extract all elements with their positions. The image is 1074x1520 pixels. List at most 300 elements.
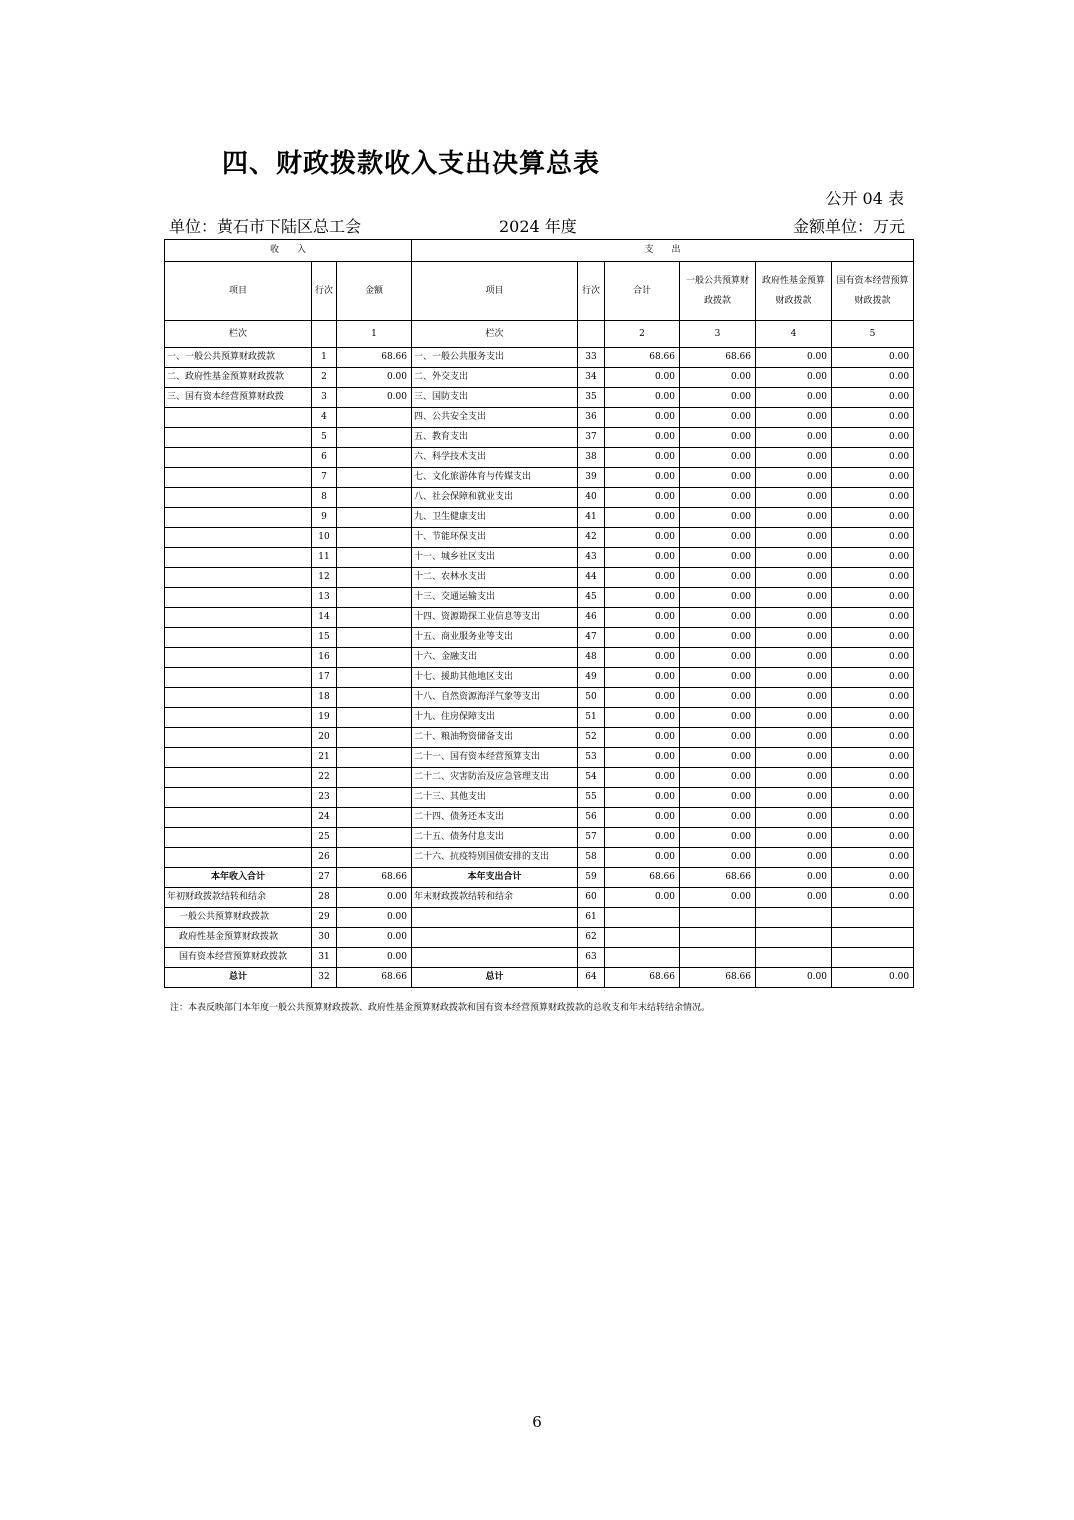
expense-total: 68.66	[605, 868, 680, 888]
income-item	[165, 408, 312, 428]
table-row	[165, 388, 914, 408]
expense-state-capital: 0.00	[832, 648, 914, 668]
expense-total: 0.00	[605, 768, 680, 788]
finance-table	[164, 239, 914, 988]
expense-gov-fund: 0.00	[756, 708, 832, 728]
expense-total: 0.00	[605, 408, 680, 428]
total-row	[165, 968, 914, 988]
expense-total	[605, 908, 680, 928]
col-row-no2: 行次	[578, 262, 605, 321]
income-row-no: 15	[312, 628, 337, 648]
income-row-no: 19	[312, 708, 337, 728]
expense-row-no: 38	[578, 448, 605, 468]
expense-total: 0.00	[605, 648, 680, 668]
expense-item: 十七、援助其他地区支出	[412, 668, 578, 688]
expense-row-no: 60	[578, 888, 605, 908]
table-row	[165, 348, 914, 368]
income-amount	[337, 688, 412, 708]
table-row	[165, 528, 914, 548]
expense-gov-fund: 0.00	[756, 828, 832, 848]
expense-row-no: 44	[578, 568, 605, 588]
expense-general: 0.00	[680, 748, 756, 768]
expense-general	[680, 928, 756, 948]
income-row-no: 11	[312, 548, 337, 568]
expense-row-no: 48	[578, 648, 605, 668]
expense-general	[680, 948, 756, 968]
expense-general: 0.00	[680, 708, 756, 728]
income-amount	[337, 768, 412, 788]
income-amount: 0.00	[337, 888, 412, 908]
income-row-no: 17	[312, 668, 337, 688]
income-item	[165, 468, 312, 488]
col-state-capital: 国有资本经营预算财政拨款	[832, 262, 914, 321]
income-amount: 0.00	[337, 928, 412, 948]
expense-gov-fund: 0.00	[756, 488, 832, 508]
expense-general: 0.00	[680, 508, 756, 528]
income-item: 一般公共预算财政拨款	[165, 908, 312, 928]
expense-total: 0.00	[605, 388, 680, 408]
col-item: 项目	[165, 262, 312, 321]
unit-label: 单位：黄石市下陆区总工会	[169, 217, 362, 236]
expense-item: 十、节能环保支出	[412, 528, 578, 548]
lanci-c4: 4	[756, 321, 832, 348]
expense-total: 0.00	[605, 668, 680, 688]
income-item	[165, 808, 312, 828]
expense-item: 二十、粮油物资储备支出	[412, 728, 578, 748]
expense-gov-fund: 0.00	[756, 628, 832, 648]
expense-general: 68.66	[680, 348, 756, 368]
lanci-label: 栏次	[165, 321, 312, 348]
income-amount: 68.66	[337, 348, 412, 368]
table-row	[165, 448, 914, 468]
income-row-no: 22	[312, 768, 337, 788]
income-item	[165, 488, 312, 508]
expense-item	[412, 928, 578, 948]
table-row	[165, 508, 914, 528]
expense-total: 0.00	[605, 488, 680, 508]
income-item: 年初财政拨款结转和结余	[165, 888, 312, 908]
income-item	[165, 608, 312, 628]
expense-total: 0.00	[605, 688, 680, 708]
income-amount	[337, 748, 412, 768]
expense-general: 0.00	[680, 728, 756, 748]
expense-gov-fund: 0.00	[756, 608, 832, 628]
expense-gov-fund: 0.00	[756, 768, 832, 788]
income-row-no: 10	[312, 528, 337, 548]
income-row-no: 13	[312, 588, 337, 608]
section-header-row	[165, 240, 914, 262]
table-row	[165, 408, 914, 428]
expense-item: 十二、农林水支出	[412, 568, 578, 588]
income-amount	[337, 708, 412, 728]
col-row-no: 行次	[312, 262, 337, 321]
expense-state-capital: 0.00	[832, 748, 914, 768]
expense-gov-fund: 0.00	[756, 568, 832, 588]
income-row-no: 32	[312, 968, 337, 988]
income-item	[165, 428, 312, 448]
table-row	[165, 668, 914, 688]
expense-row-no: 54	[578, 768, 605, 788]
col-total: 合计	[605, 262, 680, 321]
expense-row-no: 36	[578, 408, 605, 428]
income-row-no: 2	[312, 368, 337, 388]
expense-gov-fund: 0.00	[756, 788, 832, 808]
year-label: 2024 年度	[499, 217, 577, 236]
table-row	[165, 688, 914, 708]
expense-general: 0.00	[680, 788, 756, 808]
expense-row-no: 56	[578, 808, 605, 828]
expense-row-no: 51	[578, 708, 605, 728]
expense-row-no: 40	[578, 488, 605, 508]
income-item	[165, 688, 312, 708]
expense-item: 总计	[412, 968, 578, 988]
expense-item: 十五、商业服务业等支出	[412, 628, 578, 648]
income-row-no: 31	[312, 948, 337, 968]
expense-total	[605, 928, 680, 948]
expense-general: 0.00	[680, 388, 756, 408]
expense-row-no: 50	[578, 688, 605, 708]
expense-gov-fund: 0.00	[756, 968, 832, 988]
expense-general: 0.00	[680, 448, 756, 468]
expense-general: 0.00	[680, 408, 756, 428]
expense-state-capital: 0.00	[832, 808, 914, 828]
income-amount	[337, 568, 412, 588]
table-row	[165, 648, 914, 668]
income-row-no: 8	[312, 488, 337, 508]
income-item	[165, 828, 312, 848]
income-row-no: 30	[312, 928, 337, 948]
col-general: 一般公共预算财政拨款	[680, 262, 756, 321]
lanci-empty	[312, 321, 337, 348]
expense-row-no: 49	[578, 668, 605, 688]
income-row-no: 28	[312, 888, 337, 908]
table-row	[165, 608, 914, 628]
income-row-no: 4	[312, 408, 337, 428]
table-row	[165, 568, 914, 588]
expense-general	[680, 908, 756, 928]
expense-row-no: 34	[578, 368, 605, 388]
income-row-no: 14	[312, 608, 337, 628]
expense-total: 0.00	[605, 588, 680, 608]
expense-row-no: 61	[578, 908, 605, 928]
expense-gov-fund: 0.00	[756, 668, 832, 688]
carry-row	[165, 908, 914, 928]
expense-state-capital: 0.00	[832, 968, 914, 988]
expense-gov-fund: 0.00	[756, 848, 832, 868]
income-item: 本年收入合计	[165, 868, 312, 888]
income-amount	[337, 408, 412, 428]
expense-state-capital: 0.00	[832, 528, 914, 548]
income-row-no: 9	[312, 508, 337, 528]
page-number: 6	[532, 1413, 542, 1431]
expense-state-capital: 0.00	[832, 728, 914, 748]
expense-row-no: 59	[578, 868, 605, 888]
expense-row-no: 35	[578, 388, 605, 408]
expense-gov-fund: 0.00	[756, 468, 832, 488]
expense-item: 十八、自然资源海洋气象等支出	[412, 688, 578, 708]
income-amount	[337, 548, 412, 568]
income-item: 国有资本经营预算财政拨款	[165, 948, 312, 968]
expense-state-capital: 0.00	[832, 688, 914, 708]
income-row-no: 6	[312, 448, 337, 468]
expense-general: 0.00	[680, 608, 756, 628]
expense-general: 0.00	[680, 368, 756, 388]
expense-gov-fund: 0.00	[756, 748, 832, 768]
expense-row-no: 45	[578, 588, 605, 608]
page-title: 四、财政拨款收入支出决算总表	[222, 149, 601, 179]
lanci-row	[165, 321, 914, 348]
col-gov-fund: 政府性基金预算财政拨款	[756, 262, 832, 321]
expense-item: 十三、交通运输支出	[412, 588, 578, 608]
expense-state-capital: 0.00	[832, 888, 914, 908]
expense-total: 0.00	[605, 888, 680, 908]
money-unit-label: 金额单位：万元	[792, 217, 905, 236]
col-item2: 项目	[412, 262, 578, 321]
income-amount: 0.00	[337, 368, 412, 388]
expense-total: 0.00	[605, 468, 680, 488]
expense-row-no: 53	[578, 748, 605, 768]
expense-item	[412, 908, 578, 928]
income-row-no: 25	[312, 828, 337, 848]
lanci-c5: 5	[832, 321, 914, 348]
expense-total: 0.00	[605, 448, 680, 468]
expense-state-capital: 0.00	[832, 388, 914, 408]
expense-total: 0.00	[605, 728, 680, 748]
income-row-no: 12	[312, 568, 337, 588]
expense-total: 0.00	[605, 548, 680, 568]
income-item	[165, 728, 312, 748]
expense-item: 二十五、债务付息支出	[412, 828, 578, 848]
expense-gov-fund: 0.00	[756, 548, 832, 568]
income-item	[165, 748, 312, 768]
expense-row-no: 57	[578, 828, 605, 848]
income-amount	[337, 668, 412, 688]
income-amount	[337, 608, 412, 628]
income-amount: 68.66	[337, 968, 412, 988]
income-item: 一、一般公共预算财政拨款	[165, 348, 312, 368]
col-amount: 金额	[337, 262, 412, 321]
income-item: 二、政府性基金预算财政拨款	[165, 368, 312, 388]
table-row	[165, 488, 914, 508]
income-item	[165, 548, 312, 568]
expense-general: 0.00	[680, 588, 756, 608]
expense-state-capital: 0.00	[832, 488, 914, 508]
expense-general: 0.00	[680, 648, 756, 668]
table-row	[165, 548, 914, 568]
expense-item: 年末财政拨款结转和结余	[412, 888, 578, 908]
expense-item: 六、科学技术支出	[412, 448, 578, 468]
expense-state-capital: 0.00	[832, 568, 914, 588]
table-row	[165, 708, 914, 728]
expense-item: 二十六、抗疫特别国债安排的支出	[412, 848, 578, 868]
income-amount	[337, 728, 412, 748]
expense-state-capital: 0.00	[832, 828, 914, 848]
income-item: 三、国有资本经营预算财政拨	[165, 388, 312, 408]
footnote: 注：本表反映部门本年度一般公共预算财政拨款、政府性基金预算财政拨款和国有资本经营预算财政拨款的总收支和年末结转结余情况。	[170, 1003, 711, 1013]
expense-total: 0.00	[605, 828, 680, 848]
expense-total: 0.00	[605, 748, 680, 768]
expense-gov-fund: 0.00	[756, 388, 832, 408]
income-item	[165, 788, 312, 808]
table-row	[165, 788, 914, 808]
carry-row	[165, 948, 914, 968]
expense-total	[605, 948, 680, 968]
expense-item: 二十一、国有资本经营预算支出	[412, 748, 578, 768]
expense-total: 68.66	[605, 968, 680, 988]
expense-item: 十四、资源勘探工业信息等支出	[412, 608, 578, 628]
expense-total: 0.00	[605, 848, 680, 868]
lanci-label2: 栏次	[412, 321, 578, 348]
table-row	[165, 368, 914, 388]
expense-state-capital: 0.00	[832, 788, 914, 808]
expense-item: 二十四、债务还本支出	[412, 808, 578, 828]
expense-general: 0.00	[680, 528, 756, 548]
table-row	[165, 808, 914, 828]
expense-gov-fund: 0.00	[756, 348, 832, 368]
income-amount	[337, 428, 412, 448]
expense-gov-fund	[756, 928, 832, 948]
expense-total: 0.00	[605, 508, 680, 528]
expense-row-no: 43	[578, 548, 605, 568]
income-item	[165, 668, 312, 688]
table-row	[165, 728, 914, 748]
carry-row	[165, 928, 914, 948]
expense-state-capital: 0.00	[832, 348, 914, 368]
expense-gov-fund: 0.00	[756, 368, 832, 388]
income-item	[165, 848, 312, 868]
income-item	[165, 528, 312, 548]
expense-total: 0.00	[605, 608, 680, 628]
expense-state-capital: 0.00	[832, 448, 914, 468]
expense-header: 支 出	[412, 240, 914, 262]
expense-row-no: 33	[578, 348, 605, 368]
income-amount	[337, 488, 412, 508]
income-amount	[337, 468, 412, 488]
income-item	[165, 708, 312, 728]
table-row	[165, 628, 914, 648]
expense-gov-fund: 0.00	[756, 508, 832, 528]
expense-total: 0.00	[605, 808, 680, 828]
form-code: 公开 04 表	[825, 189, 904, 208]
expense-row-no: 52	[578, 728, 605, 748]
expense-general: 68.66	[680, 868, 756, 888]
expense-row-no: 62	[578, 928, 605, 948]
carry-row	[165, 888, 914, 908]
lanci-empty2	[578, 321, 605, 348]
income-item	[165, 508, 312, 528]
expense-general: 0.00	[680, 768, 756, 788]
expense-gov-fund	[756, 948, 832, 968]
expense-state-capital: 0.00	[832, 668, 914, 688]
income-item: 总计	[165, 968, 312, 988]
expense-general: 0.00	[680, 848, 756, 868]
expense-state-capital	[832, 928, 914, 948]
expense-gov-fund: 0.00	[756, 868, 832, 888]
income-row-no: 27	[312, 868, 337, 888]
expense-row-no: 47	[578, 628, 605, 648]
expense-item	[412, 948, 578, 968]
table-row	[165, 748, 914, 768]
meta-row	[164, 214, 905, 236]
expense-item: 十九、住房保障支出	[412, 708, 578, 728]
income-item	[165, 568, 312, 588]
income-amount	[337, 788, 412, 808]
table-row	[165, 588, 914, 608]
table-row	[165, 828, 914, 848]
lanci-c1: 1	[337, 321, 412, 348]
expense-state-capital: 0.00	[832, 408, 914, 428]
expense-general: 0.00	[680, 468, 756, 488]
income-amount	[337, 588, 412, 608]
expense-row-no: 58	[578, 848, 605, 868]
expense-general: 0.00	[680, 428, 756, 448]
column-header-row	[165, 262, 914, 321]
income-row-no: 5	[312, 428, 337, 448]
expense-general: 68.66	[680, 968, 756, 988]
expense-item: 十六、金融支出	[412, 648, 578, 668]
table-row	[165, 468, 914, 488]
income-item: 政府性基金预算财政拨款	[165, 928, 312, 948]
expense-gov-fund: 0.00	[756, 728, 832, 748]
income-item	[165, 448, 312, 468]
table-row	[165, 428, 914, 448]
expense-state-capital	[832, 948, 914, 968]
expense-general: 0.00	[680, 668, 756, 688]
income-amount	[337, 848, 412, 868]
expense-general: 0.00	[680, 888, 756, 908]
expense-gov-fund: 0.00	[756, 688, 832, 708]
expense-gov-fund: 0.00	[756, 528, 832, 548]
expense-state-capital: 0.00	[832, 368, 914, 388]
expense-state-capital: 0.00	[832, 548, 914, 568]
expense-state-capital: 0.00	[832, 588, 914, 608]
table-row	[165, 768, 914, 788]
income-row-no: 3	[312, 388, 337, 408]
expense-state-capital	[832, 908, 914, 928]
income-amount: 68.66	[337, 868, 412, 888]
income-amount	[337, 828, 412, 848]
expense-state-capital: 0.00	[832, 468, 914, 488]
income-row-no: 29	[312, 908, 337, 928]
subtotal-row	[165, 868, 914, 888]
expense-item: 一、一般公共服务支出	[412, 348, 578, 368]
income-amount: 0.00	[337, 388, 412, 408]
income-item	[165, 768, 312, 788]
expense-total: 0.00	[605, 628, 680, 648]
expense-general: 0.00	[680, 568, 756, 588]
income-item	[165, 588, 312, 608]
income-amount: 0.00	[337, 948, 412, 968]
expense-item: 八、社会保障和就业支出	[412, 488, 578, 508]
expense-row-no: 64	[578, 968, 605, 988]
expense-gov-fund: 0.00	[756, 588, 832, 608]
expense-state-capital: 0.00	[832, 428, 914, 448]
expense-gov-fund: 0.00	[756, 408, 832, 428]
income-amount	[337, 528, 412, 548]
expense-item: 二、外交支出	[412, 368, 578, 388]
expense-state-capital: 0.00	[832, 868, 914, 888]
lanci-c3: 3	[680, 321, 756, 348]
expense-state-capital: 0.00	[832, 768, 914, 788]
income-amount	[337, 448, 412, 468]
expense-total: 0.00	[605, 428, 680, 448]
expense-general: 0.00	[680, 828, 756, 848]
expense-gov-fund: 0.00	[756, 648, 832, 668]
income-row-no: 7	[312, 468, 337, 488]
income-row-no: 18	[312, 688, 337, 708]
expense-item: 四、公共安全支出	[412, 408, 578, 428]
expense-state-capital: 0.00	[832, 508, 914, 528]
